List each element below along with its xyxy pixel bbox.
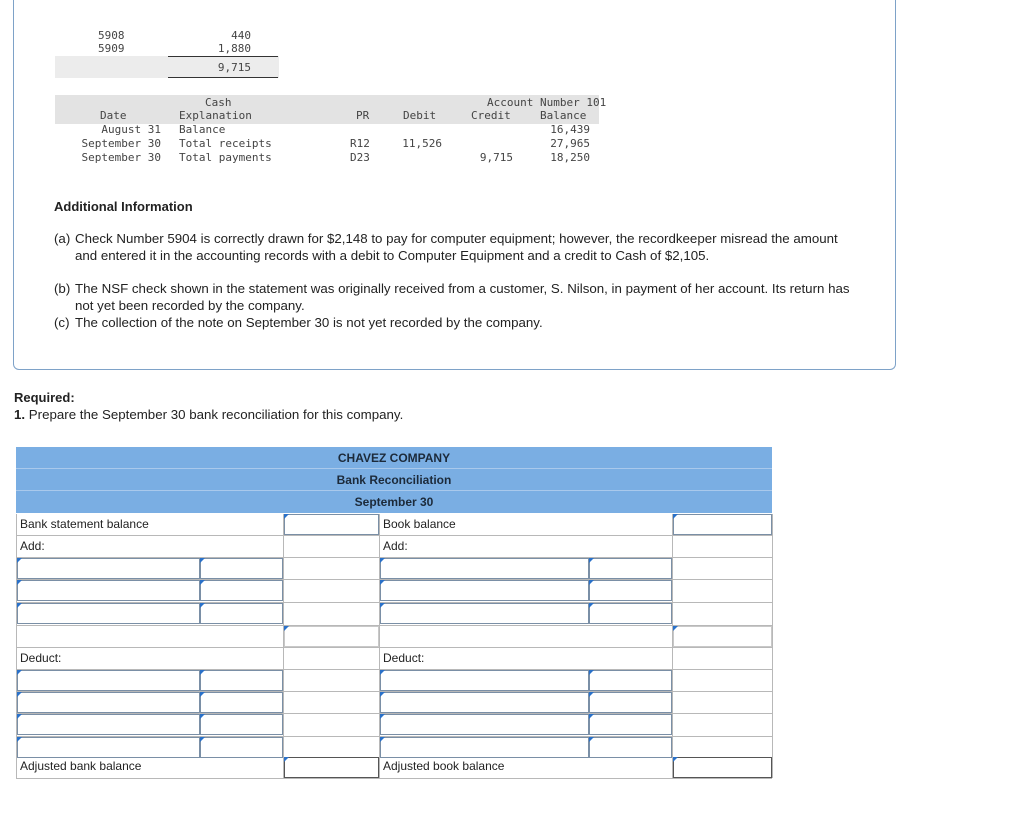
bank-deduct-amount-input[interactable]: [200, 670, 283, 691]
total-rule: [168, 77, 278, 78]
check-number: 5908: [98, 29, 125, 42]
bank-deduct-amount-input[interactable]: [200, 692, 283, 713]
grid-divider: [772, 514, 773, 778]
required-title: Required:: [14, 390, 75, 405]
adjusted-bank-balance-input[interactable]: [284, 757, 379, 778]
bank-add-amount-input[interactable]: [200, 558, 283, 579]
ledger-header-credit: Credit: [471, 109, 511, 122]
book-add-amount-input[interactable]: [589, 603, 672, 624]
ledger-debit: 11,526: [402, 137, 442, 150]
required-text: [14, 407, 403, 422]
ledger-date: September 30: [81, 151, 161, 164]
info-item-text: The collection of the note on September 30 is not yet recorded by the company.: [75, 315, 543, 330]
info-item-label: (a): [54, 231, 71, 246]
book-deduct-amount-input[interactable]: [589, 737, 672, 758]
book-deduct-description-input[interactable]: [380, 692, 589, 713]
ledger-title: Cash: [205, 96, 232, 109]
ledger-explanation: Balance: [179, 123, 226, 136]
bank-add-total[interactable]: [284, 626, 379, 647]
book-add-amount-input[interactable]: [589, 580, 672, 601]
book-deduct-description-input[interactable]: [380, 737, 589, 758]
statement-date: September 30: [16, 491, 772, 513]
check-amount: 440: [231, 29, 251, 42]
bank-reconciliation: [16, 447, 772, 513]
bank-deduct-description-input[interactable]: [17, 737, 200, 758]
bank-add-description-input[interactable]: [17, 603, 200, 624]
book-add-total[interactable]: [673, 626, 772, 647]
bank-add-amount-input[interactable]: [200, 580, 283, 601]
info-item-text: The NSF check shown in the statement was originally received from a customer, S. Nilson, in payment of her account. Its return has not yet been recorded by the company.: [75, 281, 850, 313]
book-deduct-label: Deduct:: [383, 651, 425, 665]
book-balance-label: Book balance: [383, 517, 456, 531]
bank-deduct-description-input[interactable]: [17, 670, 200, 691]
info-item-text: Check Number 5904 is correctly drawn for $2,148 to pay for computer equipment; however, the recordkeeper misread the amount and entered it in the accounting records with a debit to Computer Equipment and a credit to Cash of $2,105.: [75, 231, 838, 263]
ledger-explanation: Total receipts: [179, 137, 272, 150]
bank-deduct-label: Deduct:: [20, 651, 62, 665]
book-add-amount-input[interactable]: [589, 558, 672, 579]
bank-add-amount-input[interactable]: [200, 603, 283, 624]
info-item-a: [54, 231, 854, 264]
ledger-explanation: Total payments: [179, 151, 272, 164]
info-item-label: (b): [54, 281, 71, 296]
grid-line: [16, 778, 772, 779]
bank-deduct-description-input[interactable]: [17, 692, 200, 713]
checks-total: 9,715: [217, 61, 251, 74]
ledger-date: September 30: [81, 137, 161, 150]
ledger-header-explanation: Explanation: [179, 109, 252, 122]
ledger-balance: 18,250: [550, 151, 590, 164]
required-instruction: Prepare the September 30 bank reconciliation for this company.: [28, 407, 404, 422]
adjusted-book-balance-input[interactable]: [673, 757, 772, 778]
bank-balance-label: Bank statement balance: [20, 517, 149, 531]
bank-deduct-amount-input[interactable]: [200, 714, 283, 735]
ledger-account-number: Account Number 101: [487, 96, 607, 109]
company-name: CHAVEZ COMPANY: [16, 447, 772, 469]
check-amount: 1,880: [217, 42, 251, 55]
ledger-credit: 9,715: [479, 151, 513, 164]
ledger-header-date: Date: [100, 109, 127, 122]
book-deduct-description-input[interactable]: [380, 670, 589, 691]
total-rule: [168, 56, 278, 57]
book-balance-input[interactable]: [673, 514, 772, 535]
bank-add-description-input[interactable]: [17, 558, 200, 579]
book-add-label: Add:: [383, 539, 408, 553]
ledger-balance: 16,439: [550, 123, 590, 136]
book-add-description-input[interactable]: [380, 558, 589, 579]
book-deduct-amount-input[interactable]: [589, 714, 672, 735]
ledger-date: August 31: [101, 123, 161, 136]
book-add-description-input[interactable]: [380, 580, 589, 601]
ledger-pr: D23: [350, 151, 370, 164]
statement-title: Bank Reconciliation: [16, 469, 772, 491]
info-item-b: [54, 281, 854, 314]
grid-line: [16, 625, 772, 626]
book-deduct-amount-input[interactable]: [589, 692, 672, 713]
additional-info-title: Additional Information: [54, 199, 193, 214]
check-number: 5909: [98, 42, 125, 55]
info-item-label: (c): [54, 315, 70, 330]
bank-balance-input[interactable]: [284, 514, 379, 535]
bank-add-description-input[interactable]: [17, 580, 200, 601]
adjusted-bank-label: Adjusted bank balance: [20, 759, 142, 773]
bank-add-label: Add:: [20, 539, 45, 553]
book-deduct-amount-input[interactable]: [589, 670, 672, 691]
book-add-description-input[interactable]: [380, 603, 589, 624]
ledger-balance: 27,965: [550, 137, 590, 150]
ledger-header-debit: Debit: [403, 109, 437, 122]
required-number: 1.: [14, 407, 26, 422]
ledger-header-balance: Balance: [540, 109, 587, 122]
ledger-header-pr: PR: [356, 109, 370, 122]
bank-deduct-description-input[interactable]: [17, 714, 200, 735]
bank-deduct-amount-input[interactable]: [200, 737, 283, 758]
info-item-c: [54, 315, 854, 332]
adjusted-book-label: Adjusted book balance: [383, 759, 505, 773]
book-deduct-description-input[interactable]: [380, 714, 589, 735]
ledger-pr: R12: [350, 137, 370, 150]
